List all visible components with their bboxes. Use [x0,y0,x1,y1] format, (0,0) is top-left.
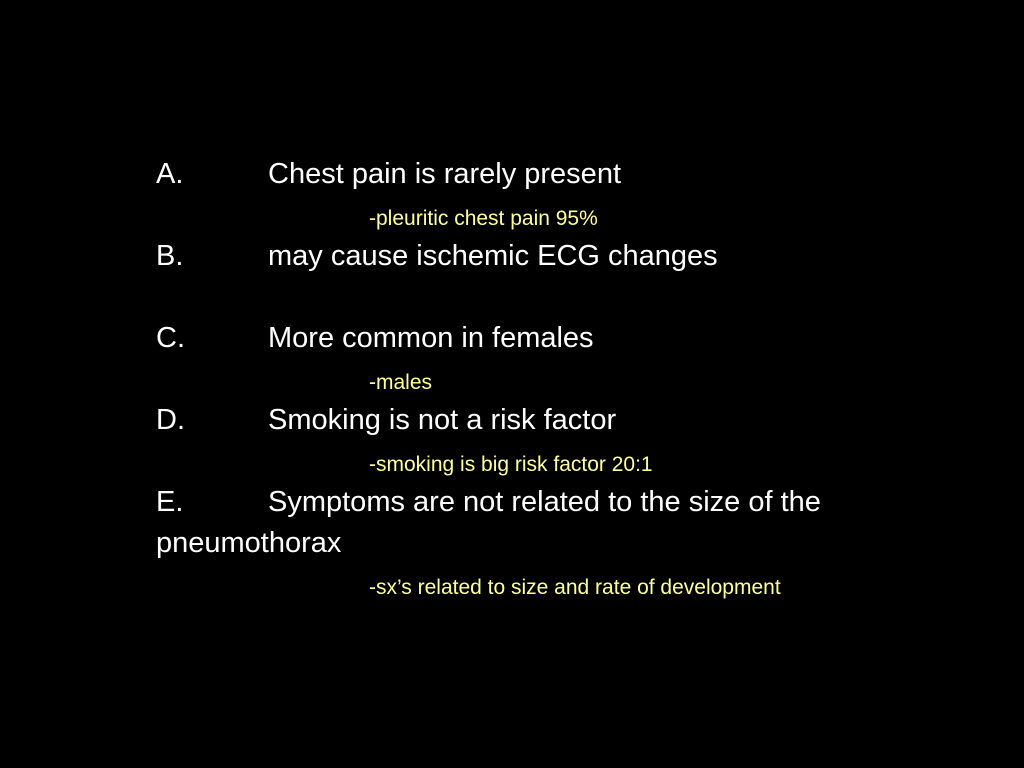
item-b [0,242,1024,274]
item-c-text: More common in females [268,322,594,354]
item-a-letter: A. [156,158,184,190]
item-d [0,406,1024,438]
item-c-note: -males [369,371,433,394]
item-a-text: Chest pain is rarely present [268,158,621,190]
item-a-note: -pleuritic chest pain 95% [369,207,598,230]
item-e-text-continued: pneumothorax [156,527,342,559]
item-e-text: Symptoms are not related to the size of the [268,486,821,518]
item-e-note: -sx’s related to size and rate of development [369,576,781,599]
item-e-letter: E. [156,486,184,518]
item-b-text: may cause ischemic ECG changes [268,240,718,272]
item-e [0,488,1024,520]
item-a [0,160,1024,192]
item-d-note: -smoking is big risk factor 20:1 [369,453,653,476]
item-b-letter: B. [156,240,184,272]
item-c-letter: C. [156,322,185,354]
item-d-text: Smoking is not a risk factor [268,404,617,436]
item-c [0,324,1024,356]
item-d-letter: D. [156,404,185,436]
